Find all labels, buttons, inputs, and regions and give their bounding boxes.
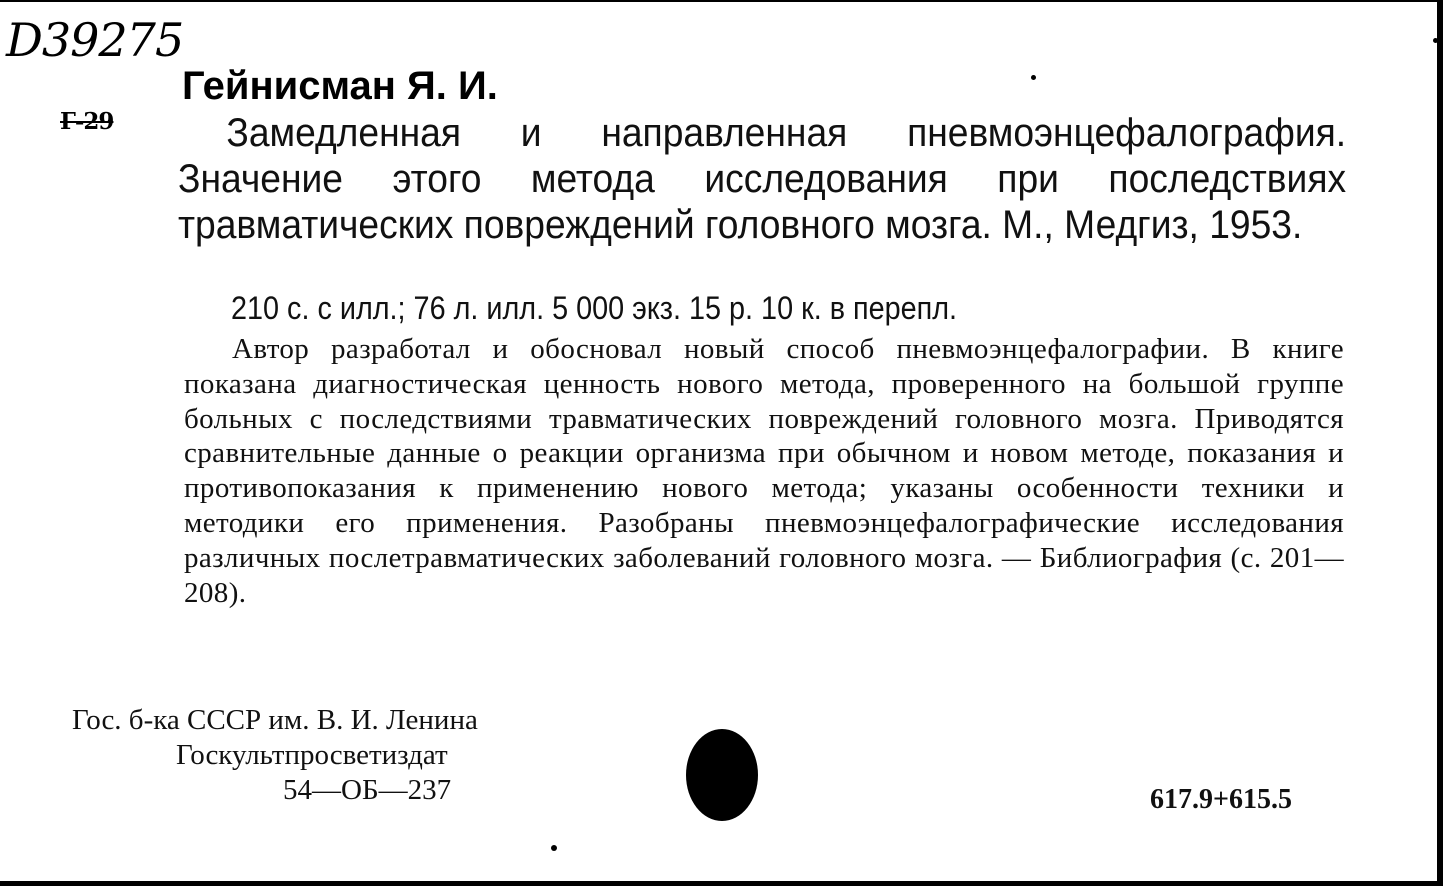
collation-line: 210 с. с илл.; 76 л. илл. 5 000 экз. 15 р. 10 к. в перепл.: [231, 290, 958, 326]
author-heading: Гейнисман Я. И.: [182, 64, 498, 108]
annotation-paragraph: Автор разработал и обосновал новый способ пневмоэнцефалографии. В книге показана диагностическая ценность нового метода, проверенного на большой группе больных с последствиями травматических повреждений головного мозга. Приводятся сравнительные данные о реакции организма при обычном и новом методе, показания и противопоказания к применению нового метода; указаны особенности техники и методики его применения. Разобраны пневмоэнцефалографические исследования различных послетравматических заболеваний головного мозга. — Библиография (с. 201—208).: [184, 333, 1344, 609]
card-number: 54—ОБ—237: [283, 774, 452, 806]
ink-speck: [1433, 38, 1438, 43]
udc-classification: 617.9+615.5: [1150, 784, 1292, 815]
library-imprint: Гос. б-ка СССР им. В. И. Ленина: [72, 704, 478, 736]
publisher-imprint: Госкультпросветиздат: [176, 739, 448, 771]
ink-speck: [551, 845, 557, 851]
ink-speck: [1031, 75, 1036, 80]
handwritten-call-number: [6, 10, 183, 70]
punch-hole-icon: [686, 729, 758, 821]
shelf-mark: Г-29: [60, 108, 114, 135]
book-title: Замедленная и направленная пневмоэнцефалография. Значение этого метода исследования при последствиях травматических повреждений головного мозга. М., Медгиз, 1953.: [178, 111, 1347, 247]
handwritten-call-number-text: D39275: [6, 13, 184, 67]
